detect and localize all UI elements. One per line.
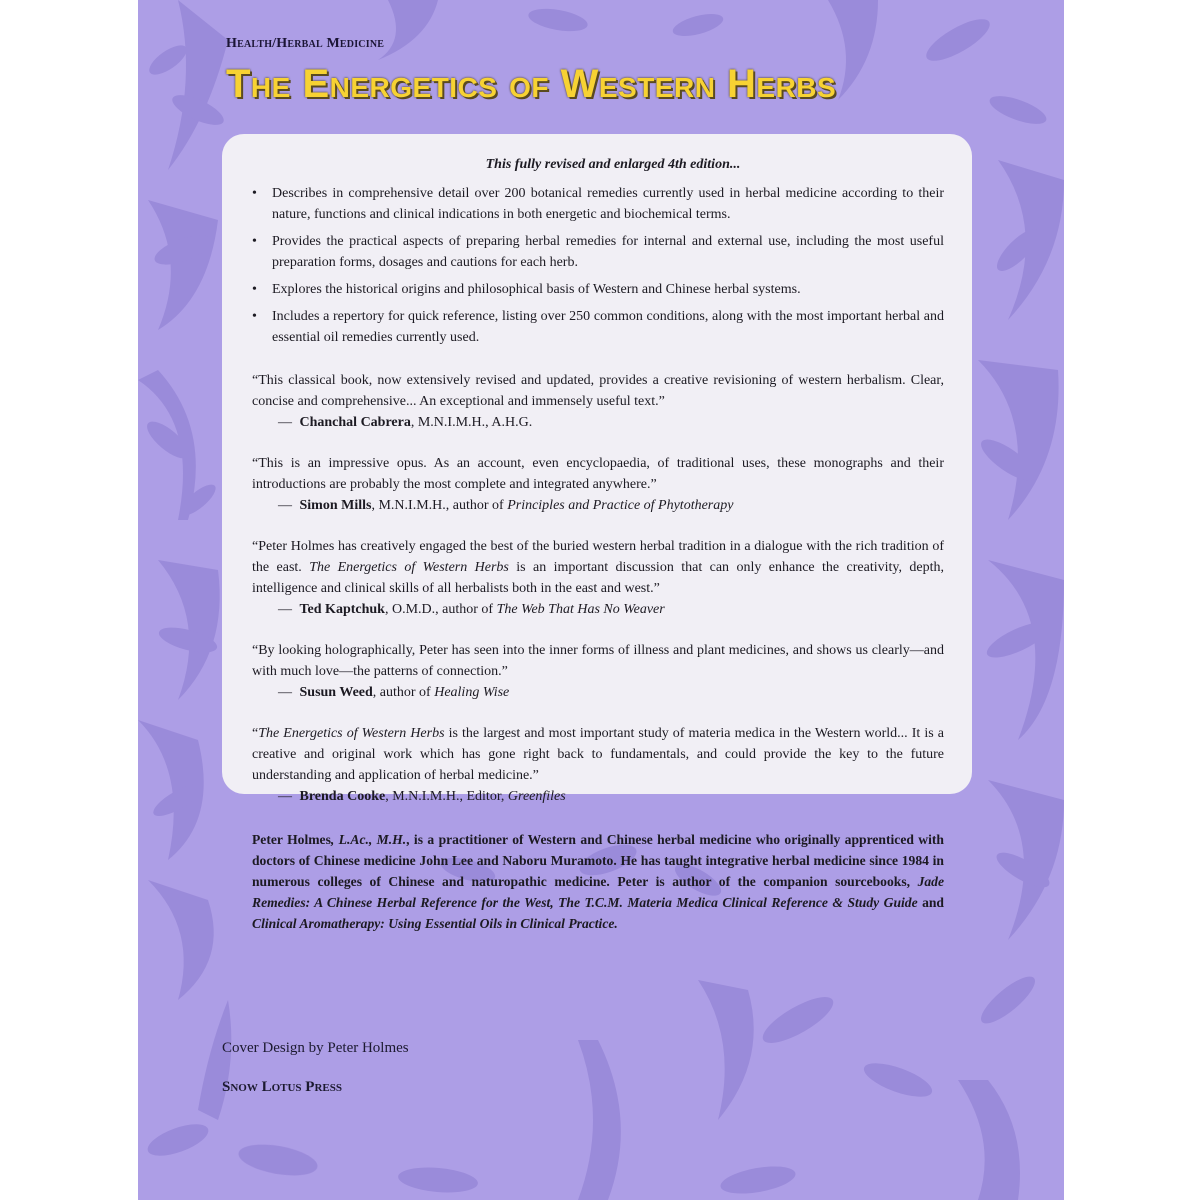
em-dash: —	[278, 685, 292, 700]
testimonial-text-part: is the largest and most important study of materia medica in the Western world... It is a creative and original work which has gone right back to fundamentals, and could provide the key to the future understanding and application of herbal medicine.”	[252, 726, 944, 783]
reviewer-credentials: , author of	[372, 685, 435, 700]
feature-item: • Includes a repertory for quick reference, listing over 250 common conditions, along with the most important herbal and essential oil remedies currently used.	[252, 306, 944, 348]
author-degrees: , L.Ac., M.H.	[330, 832, 407, 847]
em-dash: —	[278, 415, 292, 430]
author-bio-text: and	[917, 895, 944, 910]
testimonial-book-title: The Energetics of Western Herbs	[258, 726, 445, 741]
testimonial-attribution	[252, 495, 944, 516]
feature-item: • Provides the practical aspects of preparing herbal remedies for internal and external use, including the most useful preparation forms, dosages and cautions for each herb.	[252, 231, 944, 273]
testimonial-text	[252, 536, 944, 599]
reviewer-name: Susun Weed	[299, 685, 373, 700]
author-bio	[252, 829, 944, 934]
testimonial-text	[252, 723, 944, 786]
companion-book-title: Clinical Aromatherapy: Using Essential Oils in Clinical Practice.	[252, 916, 618, 931]
em-dash: —	[278, 789, 292, 804]
description-panel	[222, 134, 972, 931]
testimonial-attribution	[252, 412, 944, 433]
reviewer-name: Chanchal Cabrera	[299, 415, 411, 430]
reviewer-work: Principles and Practice of Phytotherapy	[507, 498, 734, 513]
reviewer-name: Brenda Cooke	[299, 789, 386, 804]
testimonial-text-part: “Peter Holmes has creatively engaged the best of the buried western herbal tradition in a dialogue with the rich tradition of the east.	[252, 539, 944, 575]
testimonial	[252, 453, 944, 516]
reviewer-credentials: , M.N.I.M.H., author of	[371, 498, 508, 513]
reviewer-credentials: , M.N.I.M.H., A.H.G.	[410, 415, 533, 430]
book-back-cover	[138, 0, 1064, 1200]
reviewer-work: Greenfiles	[507, 789, 566, 804]
reviewer-name: Ted Kaptchuk	[299, 602, 385, 617]
reviewer-credentials: , M.N.I.M.H., Editor,	[385, 789, 508, 804]
companion-book-titles: Jade Remedies: A Chinese Herbal Reference for the West, The T.C.M. Materia Medica Clinical Reference & Study Guide	[252, 874, 944, 910]
testimonial	[252, 536, 944, 620]
testimonial	[252, 723, 944, 807]
testimonial-text-part: is an important discussion that can only enhance the creativity, depth, intelligence and clinical skills of all herbalists both in the east and west.”	[252, 560, 944, 596]
testimonials	[252, 370, 944, 807]
publisher-name: Snow Lotus Press	[222, 1079, 342, 1095]
testimonial-text-part: “	[252, 726, 259, 741]
em-dash: —	[278, 498, 292, 513]
cover-design-credit: Cover Design by Peter Holmes	[222, 1040, 409, 1056]
author-name: Peter Holmes	[252, 832, 331, 847]
testimonial-attribution	[252, 682, 944, 703]
edition-line: This fully revised and enlarged 4th edition...	[485, 157, 741, 172]
reviewer-work: The Web That Has No Weaver	[496, 602, 665, 617]
testimonial	[252, 640, 944, 703]
author-bio-text: , is a practitioner of Western and Chinese herbal medicine who originally apprenticed with doctors of Chinese medicine John Lee and Naboru Muramoto. He has taught integrative herbal medicine since 1984 in numerous colleges of Chinese and naturopathic medicine. Peter is author of the companion sourcebooks,	[252, 832, 944, 889]
book-title: The Energetics of Western Herbs	[226, 62, 837, 106]
testimonial-text: “This classical book, now extensively revised and updated, provides a creative revisioning of western herbalism. Clear, concise and comprehensive... An exceptional and immensely useful text.”	[252, 373, 944, 409]
feature-item: • Explores the historical origins and philosophical basis of Western and Chinese herbal systems.	[252, 279, 944, 300]
reviewer-work: Healing Wise	[434, 685, 510, 700]
feature-list	[252, 183, 944, 348]
testimonial	[252, 370, 944, 433]
reviewer-name: Simon Mills	[299, 498, 372, 513]
testimonial-text: “By looking holographically, Peter has seen into the inner forms of illness and plant medicines, and shows us clearly—and with much love—the patterns of connection.”	[252, 643, 944, 679]
testimonial-attribution	[252, 786, 944, 807]
category-label: Health/Herbal Medicine	[226, 36, 385, 51]
reviewer-credentials: , O.M.D., author of	[384, 602, 497, 617]
testimonial-text: “This is an impressive opus. As an account, even encyclopaedia, of traditional uses, these monographs and their introductions are probably the most complete and integrated anywhere.”	[252, 456, 944, 492]
testimonial-attribution	[252, 599, 944, 620]
em-dash: —	[278, 602, 292, 617]
feature-item: • Describes in comprehensive detail over 200 botanical remedies currently used in herbal medicine according to their nature, functions and clinical indications in both energetic and biochemical terms.	[252, 183, 944, 225]
testimonial-book-title: The Energetics of Western Herbs	[309, 560, 509, 575]
